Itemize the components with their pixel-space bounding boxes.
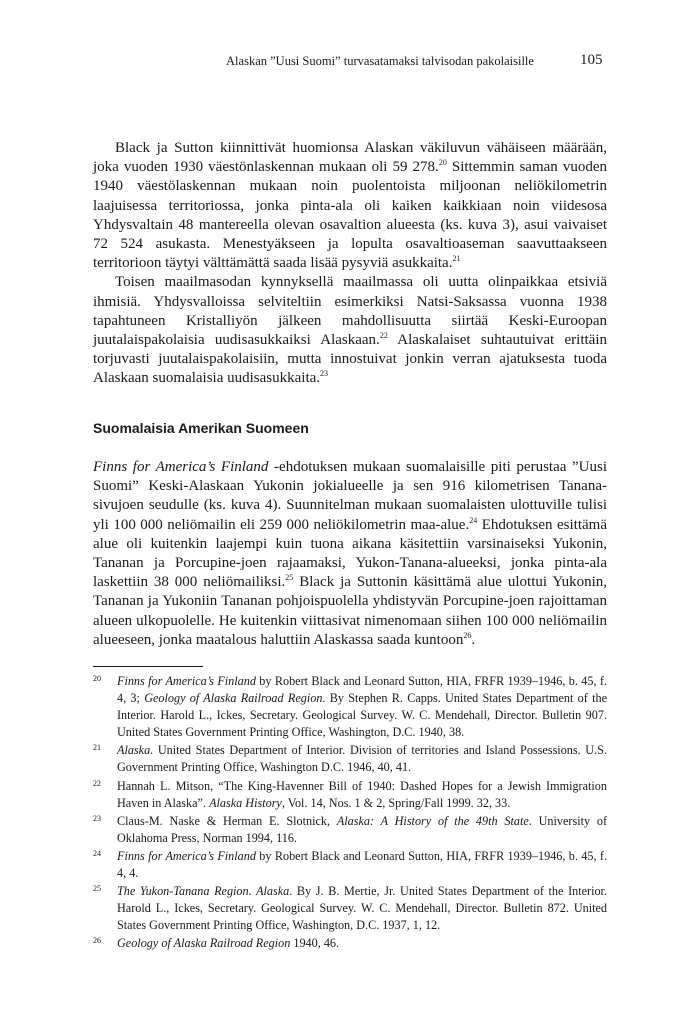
footnote-number: 23 [93,813,101,823]
footnote-number: 21 [93,743,101,753]
footnote [93,673,607,741]
paragraph: Finns for America’s Finland -ehdotuksen mukaan suomalaisille piti perustaa ”Uusi Suomi” Keski-Alaskaan Yukonin jokialueelle ja sen 916 kilometrisen Tanana-sivujoen seudulle (ks. kuva 4). Suunnitelman mukaan suomalaisten ulottuville tulisi yli 100 000 neliömailin eli 259 000 neliökilometrin maa-alue.$^{24}$ Ehdotuksen esittämä alue oli kuitenkin laajempi kuin tuona aikana käsitettiin varsinaiseksi Yukonin, Tananan ja Porcupine-joen rajaamaksi, Yukon-Tanana-alueeksi, jonka pinta-ala laskettiin 38 000 neliömailiksi.$^{25}$ Black ja Suttonin käsittämä alue ulottui Yukonin, Tananan ja Yukoniin Tananan pohjoispuolella yhdistyvän Porcupine-joen rajoittaman alueen ulkopuolelle. He kuitenkin viittasivat nimenomaan siihen 100 000 neliömailin alueeseen, jonka maatalous haluttiin Alaskassa saada kuntoon$^{26}$. [93,459,607,648]
footnote [93,883,607,934]
footnote-number: 22 [93,778,101,788]
footnote-ref[interactable]: 22 [379,331,388,341]
footnote-number: 24 [93,848,101,858]
footnote-separator [93,666,203,667]
footnote [93,848,607,882]
footnote-text: Finns for America’s Finland [117,848,256,863]
paragraph: Toisen maailmasodan kynnyksellä maailmassa oli uutta olinpaikkaa etsiviä ihmisiä. Yhdysvalloissa selviteltiin esimerkiksi Natsi-Saksassa vuonna 1938 tapahtuneen Kristalliyön jälkeen mahdollisuutta siirtää Keski-Euroopan juutalaispakolaisia uudisasukkaiksi Alaskaan.$^{22}$ Alaskalaiset suhtautuivat erittäin torjuvasti juutalaispakolaisiin, mutta innostuivat jonkin verran ajatuksesta tuoda Alaskaan suomalaisia uudisasukkaita.$^{23}$ [93,274,607,387]
footnote-text: . United States Department of Interior. Division of territories and Island Possessions. U.S. Government Printing Office, Washington D.C. 1946, 40, 41. [117,743,607,775]
footnote-text: Claus-M. Naske & Herman E. Slotnick, [117,813,337,828]
page-number: 105 [580,52,603,68]
footnote-ref[interactable]: 26 [463,630,472,640]
footnote-text: The Yukon-Tanana Region. Alaska [117,884,290,899]
footnote [93,742,607,776]
document-title: Finns for America’s Finland [93,459,269,475]
footnote-text: . By J. B. Mertie, Jr. United States Department of the Interior. Harold L., Ickes, Secretary. Geological Survey. W. C. Mendehall, Director. Bulletin 872. United States Government Printing Office, Washington, D.C. 1937, 1, 12. [117,884,607,933]
footnote-text: 1940, 46. [290,936,340,951]
section-2-body [93,458,607,650]
footnote-text: . By Stephen R. Capps. United States Department of the Interior. Harold L., Ickes, Secretary. Geological Survey. W. C. Mendehall, Director. Bulletin 907. United States Government Printing Office, Washington, D.C. 1940, 38. [117,691,608,740]
paragraph: Black ja Sutton kiinnittivät huomionsa Alaskan väkiluvun vähäiseen määrään, joka vuoden 1930 väestönlaskennan mukaan oli 59 278.20 Sittemmin saman vuoden 1940 väestölaskennan mukaan noin puolentoista miljoonan neliökilometrin laajuisessa territoriossa, jonka pinta-ala oli kaiken kaikkiaan noin viidesosa Yhdysvaltain 48 mantereella olevan osavaltion alueesta (ks. kuva 3), asui vaivaiset 72 524 asukasta. Menestyäkseen ja lopulta osavaltioaseman saavuttaakseen territorioon täytyi välttämättä saada lisää pysyviä asukkaita.$^{21}$ [93,140,607,272]
footnote-text: by Robert Black and Leonard Sutton, HIA, FRFR 1939–1946, b. 45, f. 4, 3; [117,674,607,706]
footnote-ref[interactable]: 21 [452,254,461,264]
section-1-body [93,139,607,389]
footnote-text: Finns for America’s Finland [117,674,256,688]
footnote [93,935,607,952]
footnote-ref[interactable]: 24 [469,515,478,525]
section-heading: Suomalaisia Amerikan Suomeen [93,420,309,436]
footnote-text: Geology of Alaska Railroad Region [144,691,323,706]
footnotes [93,673,607,954]
footnote [93,778,607,812]
footnote-text: Geology of Alaska Railroad Region [117,936,291,951]
footnote-number: 26 [93,936,101,946]
footnote [93,813,607,847]
footnote-ref[interactable]: 20 [438,158,447,168]
footnote-text: by Robert Black and Leonard Sutton, HIA, FRFR 1939–1946, b. 45, f. 4, 4. [117,848,607,881]
running-header: Alaskan ”Uusi Suomi” turvasatamaksi talvisodan pakolaisille [226,54,534,68]
footnote-text: Hannah L. Mitson, “The King-Havenner Bill of 1940: Dashed Hopes for a Jewish Immigration Haven in Alaska”. [117,778,607,810]
footnote-text: Alaska [117,743,151,758]
footnote-number: 20 [93,674,101,683]
footnote-text: Alaska History [209,795,282,810]
footnote-ref[interactable]: 25 [285,573,294,583]
footnote-text: Alaska: A History of the 49th State [336,813,529,828]
footnote-ref[interactable]: 23 [320,369,329,379]
footnote-number: 25 [93,884,101,894]
footnote-text: . University of Oklahoma Press, Norman 1994, 116. [117,813,607,845]
footnote-text: , Vol. 14, Nos. 1 & 2, Spring/Fall 1999. 32, 33. [281,795,511,810]
